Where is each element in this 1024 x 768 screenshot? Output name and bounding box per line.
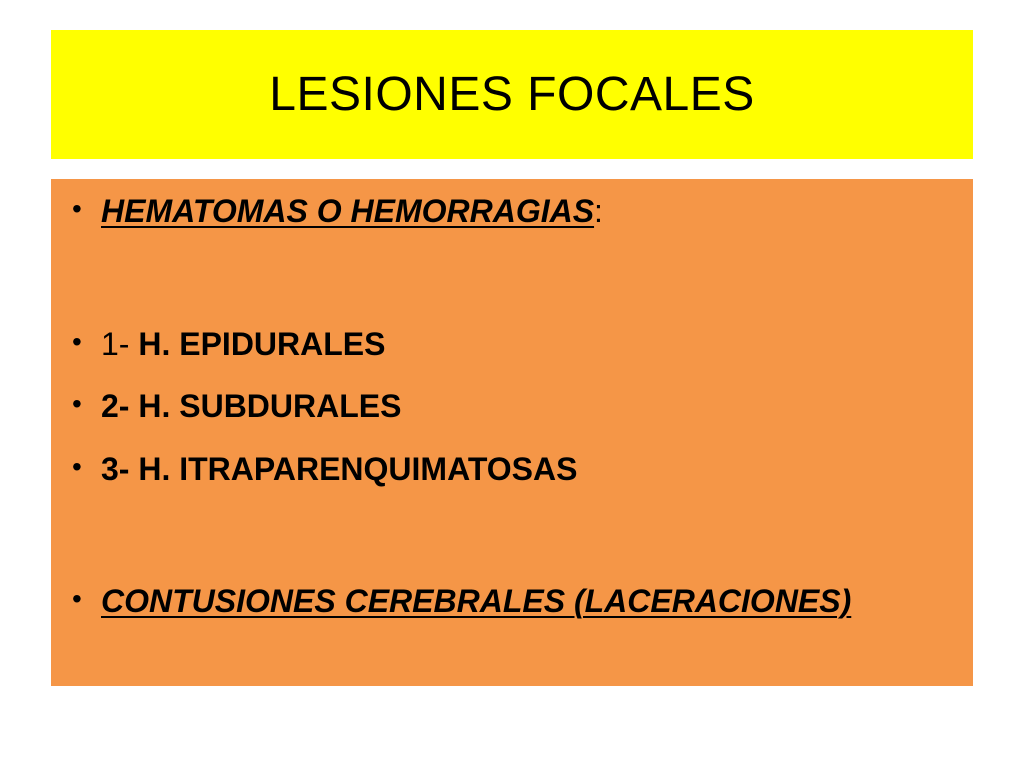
bullet-marker: • [72, 326, 82, 357]
bullet-text [101, 326, 385, 363]
bullet-prefix: 1- [101, 326, 139, 362]
title-box [51, 30, 973, 159]
bullet-suffix: : [594, 193, 603, 229]
bullet-heading: HEMATOMAS O HEMORRAGIAS [101, 193, 595, 229]
bullet-label: 3- H. ITRAPARENQUIMATOSAS [101, 451, 578, 487]
bullet-label: 2- H. SUBDURALES [101, 388, 402, 424]
content-box [51, 179, 973, 686]
slide-title: LESIONES FOCALES [269, 68, 755, 121]
bullet-label: H. EPIDURALES [138, 326, 386, 362]
bullet-marker: • [72, 583, 82, 614]
bullet-marker: • [72, 388, 82, 419]
bullet-text [101, 193, 603, 230]
bullet-marker: • [72, 451, 82, 482]
bullet-marker: • [72, 193, 82, 224]
bullet-heading: CONTUSIONES CEREBRALES (LACERACIONES) [101, 583, 852, 619]
